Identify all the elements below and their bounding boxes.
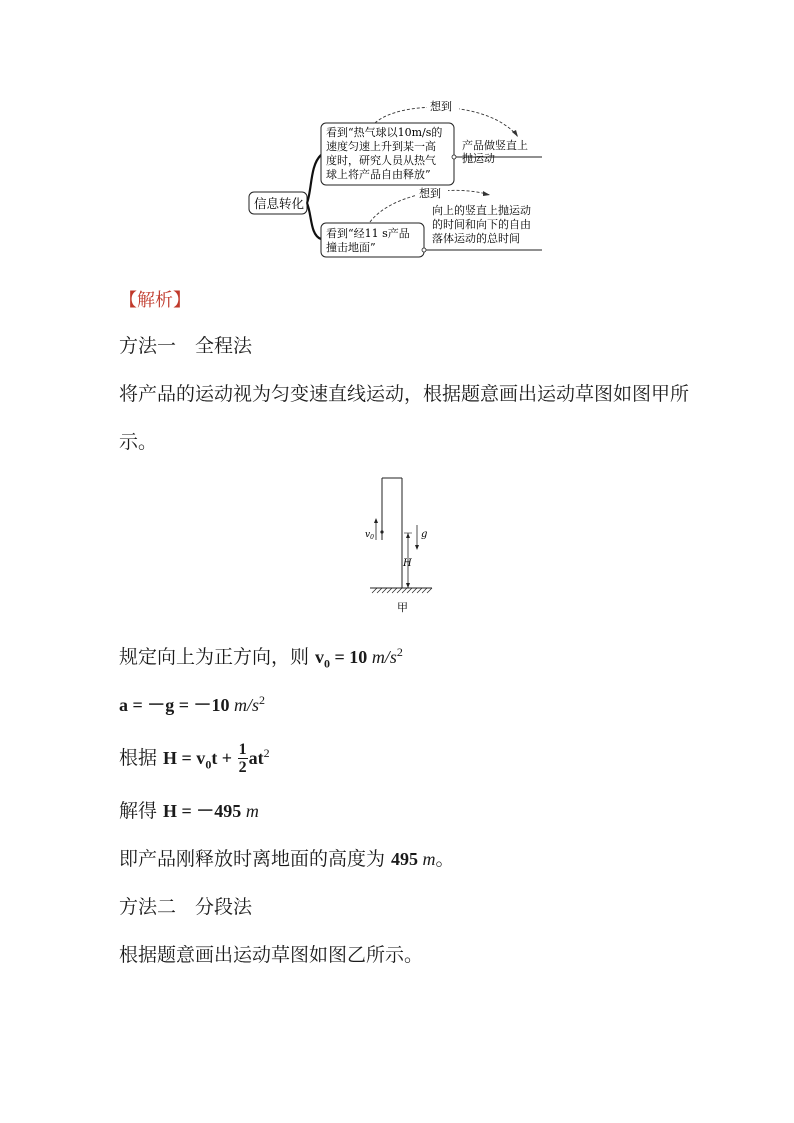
method2-title: 方法二 分段法 <box>119 896 253 918</box>
eq-acceleration: a = －g = －10 $m/s^2$ <box>119 693 266 715</box>
eq-conclusion: 即产品刚释放时离地面的高度为 495 m。 <box>119 848 455 870</box>
box1-line2: 速度匀速上升到某一高 <box>326 140 436 153</box>
box1-line1: 看到“热气球以10m/s的 <box>326 126 443 139</box>
eq-positive-direction: 规定向上为正方向，则 $v_0 = 10$ $m/s^2$ <box>119 645 403 671</box>
eq-displacement: 根据 $H = v_0t$ + $\frac{1}{2}$ $at^2$ <box>119 741 270 776</box>
center-label: 信息转化 <box>254 196 305 211</box>
arrow2-label: 想到 <box>419 187 441 200</box>
result1-line2: 抛运动 <box>462 152 495 165</box>
eq-solution: 解得 H = －495 m <box>119 800 259 822</box>
method1-title: 方法一 全程法 <box>119 335 253 357</box>
arrow1-label: 想到 <box>430 100 452 113</box>
box1-line4: 球上将产品自由释放” <box>326 168 431 181</box>
method2-intro: 根据题意画出运动草图如图乙所示。 <box>119 944 424 966</box>
info-conversion-mindmap <box>240 95 560 265</box>
v0-label: $v_0$ <box>365 530 374 541</box>
box2-line2: 撞击地面” <box>326 241 376 254</box>
box1-line3: 度时，研究人员从热气 <box>326 154 436 167</box>
g-label: g <box>421 529 428 540</box>
analysis-label: 【解析】 <box>119 290 191 311</box>
result2-line2: 的时间和向下的自由 <box>432 218 531 231</box>
H-label: H <box>403 558 412 569</box>
method1-intro-line1: 将产品的运动视为匀变速直线运动，根据题意画出运动草图如图甲所 <box>119 383 690 405</box>
method1-intro-line2: 示。 <box>119 431 158 453</box>
result1-line1: 产品做竖直上 <box>462 139 528 152</box>
box2-line1: 看到“经11 s产品 <box>326 227 410 240</box>
result2-line3: 落体运动的总时间 <box>432 232 520 245</box>
motion-diagram-jia <box>360 470 440 620</box>
result2-line1: 向上的竖直上抛运动 <box>432 204 531 217</box>
diagram-caption: 甲 <box>397 601 408 614</box>
